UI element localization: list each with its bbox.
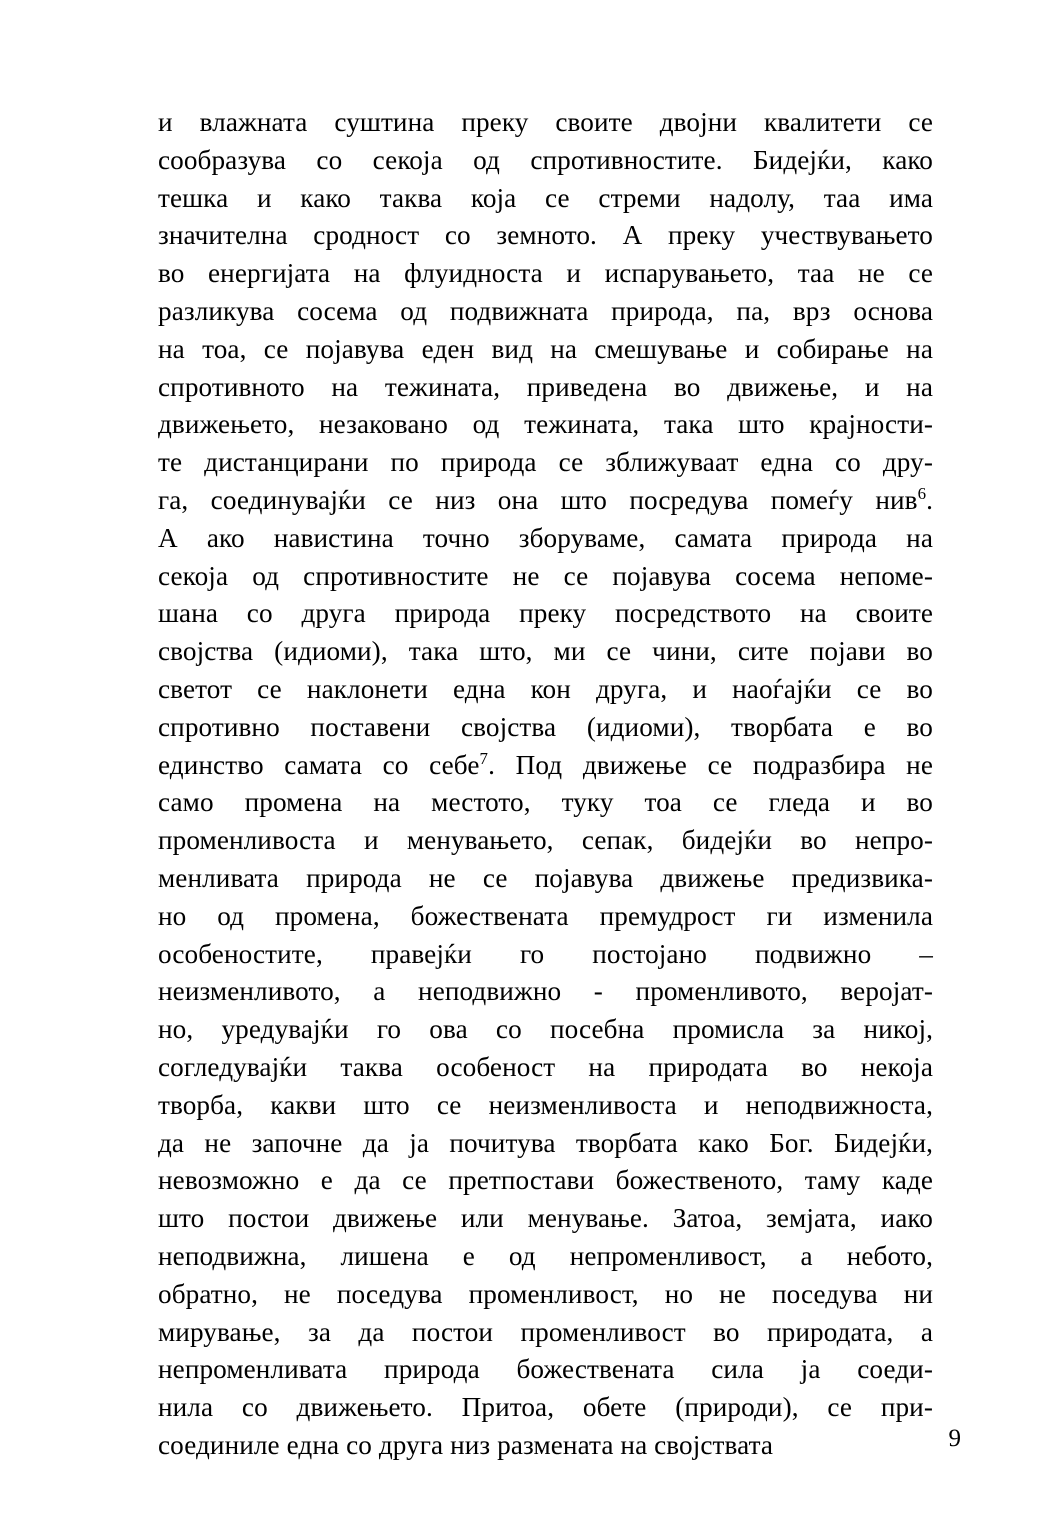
- text-line: га, соединувајќи се низ она што посредува помеѓу нив$^6$.: [158, 483, 933, 515]
- text-line: менливата природа не се појавува движење предизвика-: [158, 862, 933, 893]
- text-line: движењето, незаковано од тежината, така што крајности-: [158, 409, 933, 440]
- text-line: спротивното на тежината, приведена во движење, и на: [158, 371, 933, 402]
- text-line: шана со друга природа преку посредството на своите: [158, 598, 933, 629]
- text-line: сообразува со секоја од спротивностите. Бидејќи, како: [158, 144, 933, 175]
- page-number: 9: [948, 1425, 961, 1452]
- text-line: на тоа, се појавува еден вид на смешување и собирање на: [158, 333, 933, 364]
- text-line: творба, какви што се неизменливоста и неподвижноста,: [158, 1089, 933, 1120]
- text-line: спротивно поставени својства (идиоми), творбата е во: [158, 711, 933, 742]
- text-line: во енергијата на флуидноста и испарувањето, таа не се: [158, 258, 933, 289]
- text-line: мирување, за да постои променливост во природата, а: [158, 1316, 933, 1347]
- text-line: и влажната суштина преку своите двојни квалитети се: [158, 107, 933, 137]
- text-line: обратно, не поседува променливост, но не поседува ни: [158, 1278, 933, 1309]
- text-line: согледувајќи таква особеност на природата во некоја: [158, 1051, 933, 1082]
- text-line: неизменливото, а неподвижно - променливото, веројат-: [158, 976, 933, 1007]
- text-line: но од промена, божествената премудрост ги изменила: [158, 900, 933, 931]
- text-line: светот се наклонети една кон друга, и наоѓајќи се во: [158, 673, 933, 704]
- text-line: невозможно е да се претпостави божественото, таму каде: [158, 1165, 933, 1196]
- text-line: тешка и како таква која се стреми надолу, таа има: [158, 182, 933, 213]
- text-line: да не започне да ја почитува творбата како Бог. Бидејќи,: [158, 1127, 933, 1158]
- footnote-reference: 6: [917, 483, 927, 503]
- text-line: особеностите, правејќи го постојано подвижно –: [158, 938, 933, 969]
- text-line: соединиле една со друга низ размената на својствата: [158, 1429, 774, 1460]
- text-line: значителна сродност со земното. А преку учествувањето: [158, 220, 933, 251]
- text-line: непроменливата природа божествената сила ја соеди-: [158, 1354, 933, 1385]
- body-text-block: [158, 104, 933, 1465]
- text-line: неподвижна, лишена е од непроменливост, а небото,: [158, 1240, 933, 1271]
- text-line: разликува сосема од подвижната природа, па, врз основа: [158, 295, 933, 326]
- text-line: променливоста и менувањето, сепак, бидејќи во непро-: [158, 825, 933, 856]
- text-line: те дистанцирани по природа се зближуваат една со дру-: [158, 447, 933, 478]
- text-line: својства (идиоми), така што, ми се чини, сите појави во: [158, 636, 933, 667]
- text-line: единство самата со себе$^7$. Под движење се подразбира не: [158, 748, 933, 780]
- text-line: што постои движење или менување. Затоа, земјата, иако: [158, 1203, 933, 1234]
- footnote-reference: 7: [479, 748, 489, 768]
- text-line: секоја од спротивностите не се појавува сосема непоме-: [158, 560, 933, 591]
- text-line: но, уредувајќи го ова со посебна промисла за никој,: [158, 1014, 933, 1045]
- text-line: А ако навистина точно зборуваме, самата природа на: [158, 522, 933, 553]
- text-line: нила со движењето. Притоа, обете (природи), се при-: [158, 1392, 933, 1423]
- body-paragraph: [158, 104, 933, 1465]
- text-line: само промена на местото, туку тоа се гледа и во: [158, 787, 933, 818]
